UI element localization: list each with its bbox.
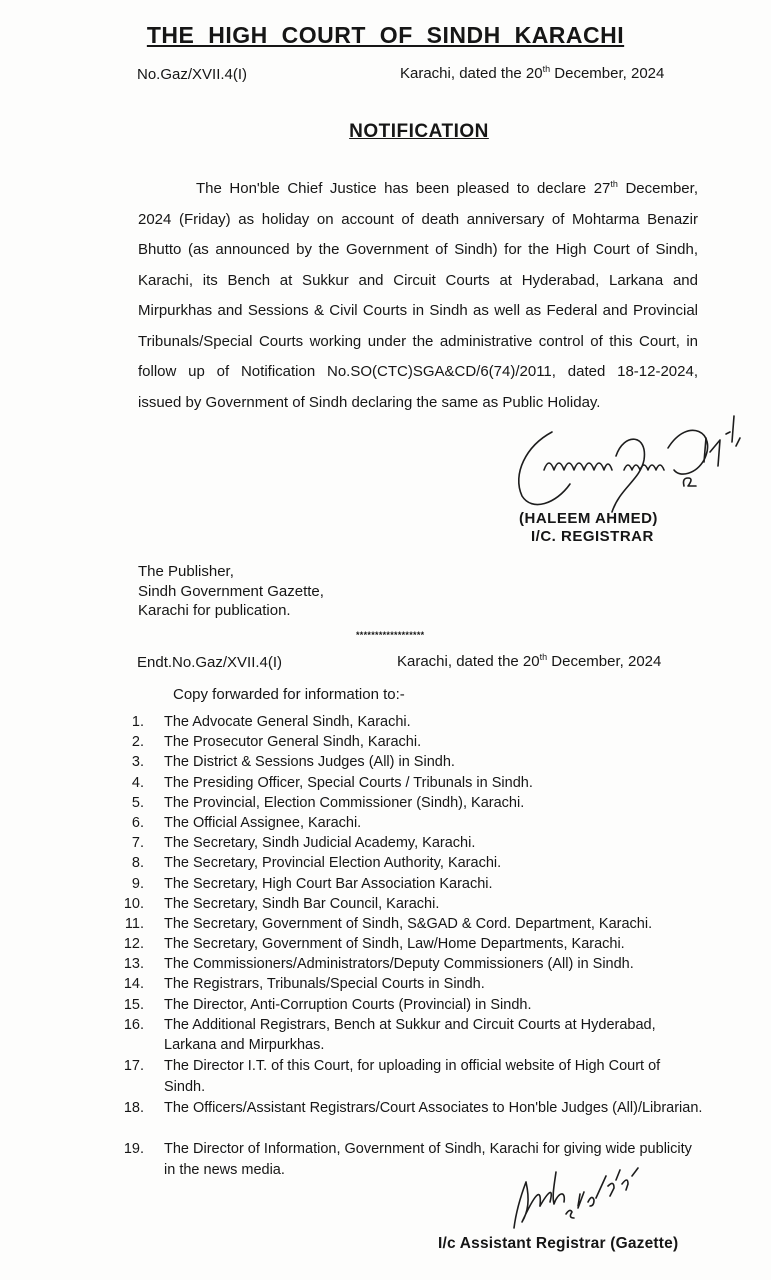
recipient-number: 3.: [131, 754, 144, 771]
recipient-text: The Additional Registrars, Bench at Sukkur and Circuit Courts at Hyderabad, Larkana and Mirpurkhas.: [164, 1016, 656, 1054]
recipient-text: The Commissioners/Administrators/Deputy Commissioners (All) in Sindh.: [164, 956, 634, 973]
recipient-text: The Secretary, Provincial Election Authority, Karachi.: [164, 855, 502, 872]
recipient-item: [118, 732, 718, 752]
recipient-number: 7.: [131, 835, 144, 852]
recipient-number: 4.: [131, 774, 144, 791]
recipient-text: The Secretary, High Court Bar Association Karachi.: [164, 875, 493, 892]
recipient-item: [118, 1056, 718, 1098]
recipient-item: [118, 793, 718, 813]
registrar-signature: [508, 412, 748, 522]
recipient-number: 9.: [131, 875, 144, 892]
assistant-registrar-designation: I/c Assistant Registrar (Gazette): [438, 1235, 679, 1252]
recipient-number: 17.: [123, 1058, 144, 1075]
recipient-text: The Registrars, Tribunals/Special Courts in Sindh.: [164, 976, 485, 993]
recipient-list: [118, 712, 718, 1181]
recipient-item: [118, 874, 718, 894]
publisher-line: The Publisher,: [138, 563, 234, 580]
recipient-number: 2.: [131, 734, 144, 751]
recipient-text: The Secretary, Sindh Bar Council, Karachi.: [164, 895, 440, 912]
recipient-text: The Director, Anti-Corruption Courts (Provincial) in Sindh.: [164, 996, 532, 1013]
recipient-item: [118, 813, 718, 833]
publisher-address: [138, 562, 324, 621]
recipient-item: [118, 853, 718, 873]
recipient-text: The Secretary, Sindh Judicial Academy, Karachi.: [164, 835, 476, 852]
recipient-text: The Prosecutor General Sindh, Karachi.: [164, 734, 422, 751]
endorsement-date: Karachi, dated the 20th December, 2024: [397, 652, 662, 670]
recipient-number: 12.: [123, 936, 144, 953]
recipient-number: 10.: [123, 895, 144, 912]
issue-date: Karachi, dated the 20th December, 2024: [400, 64, 665, 82]
notification-heading: NOTIFICATION: [349, 121, 489, 142]
recipient-text: The Official Assignee, Karachi.: [164, 814, 362, 831]
recipient-text: The Provincial, Election Commissioner (Sindh), Karachi.: [164, 794, 525, 811]
recipient-number: 13.: [123, 956, 144, 973]
recipient-number: 8.: [131, 855, 144, 872]
recipient-text: The Advocate General Sindh, Karachi.: [164, 714, 411, 730]
recipient-item: [118, 1098, 718, 1140]
recipient-text: The Officers/Assistant Registrars/Court Associates to Hon'ble Judges (All)/Librarian.: [164, 1099, 703, 1116]
court-title: THE HIGH COURT OF SINDH KARACHI: [146, 22, 625, 48]
section-separator: ******************: [356, 630, 425, 640]
recipient-number: 18.: [123, 1099, 144, 1116]
recipient-text: The Director of Information, Government of Sindh, Karachi for giving wide publicity in the news media.: [164, 1141, 692, 1178]
reference-number: No.Gaz/XVII.4(I): [137, 66, 248, 83]
recipient-number: 1.: [131, 714, 144, 730]
assistant-registrar-signature: [508, 1162, 648, 1236]
recipient-item: [118, 833, 718, 853]
recipient-number: 6.: [131, 814, 144, 831]
recipient-number: 15.: [123, 996, 144, 1013]
recipient-item: [118, 752, 718, 772]
recipient-item: [118, 773, 718, 793]
recipient-number: 11.: [124, 915, 144, 932]
recipient-item: [118, 934, 718, 954]
publisher-line: Sindh Government Gazette,: [138, 582, 324, 600]
recipient-item: [118, 712, 718, 732]
recipient-text: The District & Sessions Judges (All) in Sindh.: [164, 754, 455, 771]
recipient-item: [118, 995, 718, 1015]
publisher-line: Karachi for publication.: [138, 602, 291, 619]
recipient-number: 19.: [123, 1141, 144, 1158]
registrar-name: (HALEEM AHMED): [519, 510, 658, 527]
recipient-item: [118, 1015, 718, 1057]
recipient-number: 5.: [131, 794, 144, 811]
recipient-text: The Secretary, Government of Sindh, Law/Home Departments, Karachi.: [164, 936, 625, 953]
recipient-text: The Director I.T. of this Court, for uploading in official website of High Court of Sindh.: [164, 1058, 661, 1095]
copy-forwarded-intro: Copy forwarded for information to:-: [173, 686, 405, 703]
recipient-item: [118, 914, 718, 934]
recipient-number: 16.: [123, 1016, 144, 1033]
recipient-item: [118, 954, 718, 974]
recipient-item: [118, 974, 718, 994]
registrar-designation: I/C. REGISTRAR: [531, 528, 654, 545]
recipient-text: The Secretary, Government of Sindh, S&GAD & Cord. Department, Karachi.: [164, 915, 653, 932]
recipient-text: The Presiding Officer, Special Courts / Tribunals in Sindh.: [164, 774, 533, 791]
endorsement-number: Endt.No.Gaz/XVII.4(I): [137, 654, 283, 671]
recipient-number: 14.: [123, 976, 144, 993]
recipient-item: [118, 894, 718, 914]
notification-body: The Hon'ble Chief Justice has been pleased to declare 27th December, 2024 (Friday) as holiday on account of death anniversary of Mohtarma Benazir Bhutto (as announced by the Government of Sindh) for the High Court of Sindh, Karachi, its Bench at Sukkur and Circuit Courts at Hyderabad, Larkana and Mirpurkhas and Sessions & Civil Courts in Sindh as well as Federal and Provincial Tribunals/Special Courts working under the administrative control of this Court, in follow up of Notification No.SO(CTC)SGA&CD/6(74)/2011, dated 18-12-2024, issued by Government of Sindh declaring the same as Public Holiday.: [138, 179, 698, 411]
